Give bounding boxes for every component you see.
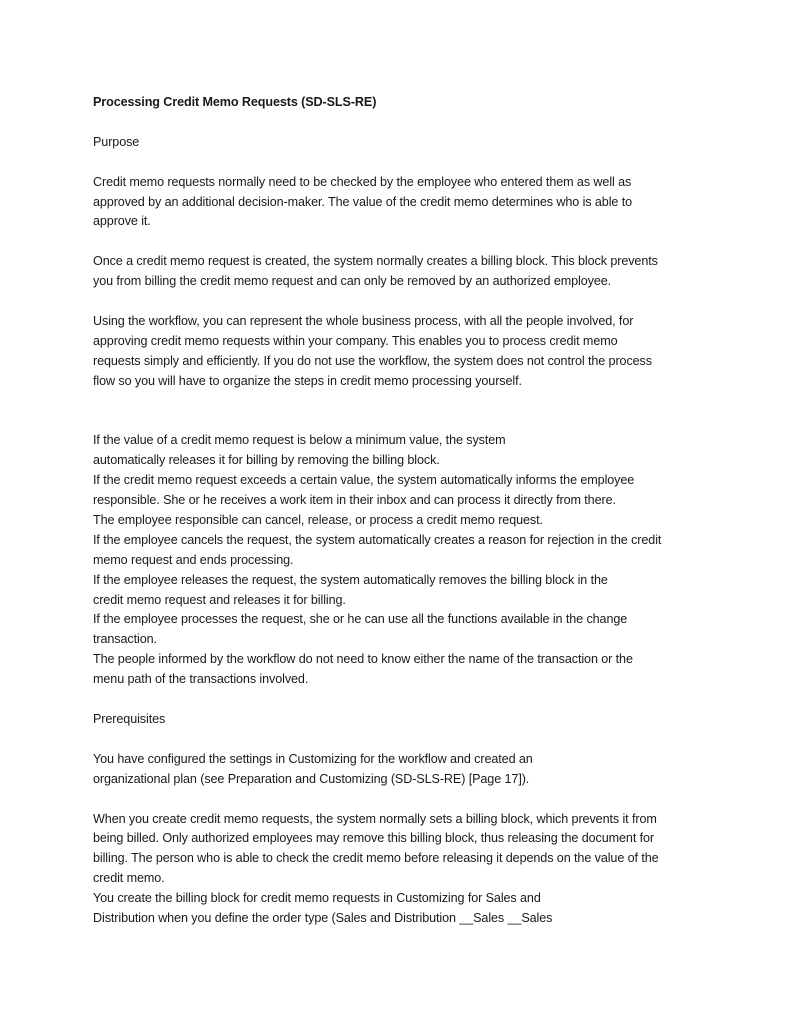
spacer	[93, 790, 703, 810]
spacer	[93, 392, 703, 432]
paragraph-purpose-1	[93, 173, 703, 233]
text-line: approving credit memo requests within your company. This enables you to process credit memo	[93, 333, 618, 348]
paragraph-prerequisites-2	[93, 810, 703, 929]
text-line: If the employee processes the request, she or he can use all the functions available in the change	[93, 612, 628, 627]
section-heading-purpose: Purpose	[93, 134, 140, 149]
document-title: Processing Credit Memo Requests (SD-SLS-RE)	[93, 95, 377, 109]
paragraph-purpose-2	[93, 252, 703, 292]
spacer	[93, 113, 703, 133]
spacer	[93, 232, 703, 252]
text-line: If the employee releases the request, the system automatically removes the billing block in the	[93, 572, 608, 587]
paragraph-prerequisites-1	[93, 750, 703, 790]
spacer	[93, 690, 703, 710]
paragraph-purpose-3	[93, 312, 703, 392]
text-line: credit memo.	[93, 871, 165, 886]
text-line: If the value of a credit memo request is below a minimum value, the system	[93, 433, 506, 448]
text-line: When you create credit memo requests, the system normally sets a billing block, which prevents it from	[93, 811, 657, 826]
text-line: billing. The person who is able to check the credit memo before releasing it depends on the value of the	[93, 851, 659, 866]
text-line: If the employee cancels the request, the system automatically creates a reason for rejection in the credit	[93, 532, 662, 547]
spacer	[93, 730, 703, 750]
text-line: approved by an additional decision-maker. The value of the credit memo determines who is able to	[93, 194, 633, 209]
text-line: requests simply and efficiently. If you do not use the workflow, the system does not control the process	[93, 353, 652, 368]
text-line: organizational plan (see Preparation and Customizing (SD-SLS-RE) [Page 17]).	[93, 771, 530, 786]
text-line: approve it.	[93, 214, 151, 229]
text-line: Credit memo requests normally need to be checked by the employee who entered them as well as	[93, 174, 632, 189]
text-line: memo request and ends processing.	[93, 552, 294, 567]
text-line: flow so you will have to organize the steps in credit memo processing yourself.	[93, 373, 522, 388]
text-line: You create the billing block for credit memo requests in Customizing for Sales and	[93, 891, 541, 906]
text-line: credit memo request and releases it for billing.	[93, 592, 346, 607]
text-line: being billed. Only authorized employees may remove this billing block, thus releasing the document for	[93, 831, 655, 846]
section-heading-prerequisites: Prerequisites	[93, 712, 166, 726]
text-line: responsible. She or he receives a work item in their inbox and can process it directly from there.	[93, 493, 616, 508]
text-line: If the credit memo request exceeds a certain value, the system automatically informs the employee	[93, 473, 635, 488]
document-page	[93, 93, 703, 929]
text-line: you from billing the credit memo request and can only be removed by an authorized employee.	[93, 274, 612, 289]
paragraph-process	[93, 431, 703, 690]
text-line: menu path of the transactions involved.	[93, 672, 309, 687]
text-line: The employee responsible can cancel, release, or process a credit memo request.	[93, 512, 543, 527]
text-line: automatically releases it for billing by removing the billing block.	[93, 453, 440, 468]
text-line: You have configured the settings in Customizing for the workflow and created an	[93, 751, 533, 766]
text-line: Using the workflow, you can represent the whole business process, with all the people involved, for	[93, 313, 634, 328]
spacer	[93, 292, 703, 312]
text-line: The people informed by the workflow do not need to know either the name of the transaction or the	[93, 652, 633, 667]
text-line: Distribution when you define the order type (Sales and Distribution __Sales __Sales	[93, 911, 553, 926]
text-line: Once a credit memo request is created, the system normally creates a billing block. This block prevents	[93, 254, 658, 269]
text-line: transaction.	[93, 632, 157, 647]
spacer	[93, 153, 703, 173]
